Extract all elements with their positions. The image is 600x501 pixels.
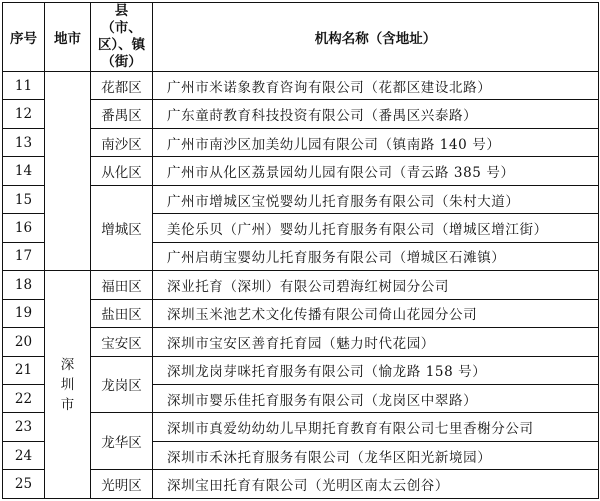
county-cell: 龙岗区 (91, 356, 153, 413)
table-row (3, 413, 599, 441)
row-no: 14 (3, 157, 45, 185)
county-cell: 福田区 (91, 271, 153, 299)
row-no: 23 (3, 413, 45, 441)
header-county: 县（市、 区）、镇 （街） (91, 3, 153, 72)
table-row (3, 72, 599, 100)
org-cell: 深圳宝田托育有限公司（光明区南太云创谷） (153, 470, 599, 499)
org-cell: 广州市米诺象教育咨询有限公司（花都区建设北路） (153, 72, 599, 100)
county-cell: 增城区 (91, 185, 153, 270)
table-row (3, 128, 599, 156)
row-no: 20 (3, 328, 45, 356)
row-no: 24 (3, 441, 45, 469)
city-cell-guangzhou (45, 72, 91, 271)
county-cell: 花都区 (91, 72, 153, 100)
row-no: 22 (3, 384, 45, 412)
institution-table (2, 2, 599, 499)
county-cell: 南沙区 (91, 128, 153, 156)
row-no: 21 (3, 356, 45, 384)
header-row (3, 3, 599, 72)
org-cell: 广东童莳教育科技投资有限公司（番禺区兴泰路） (153, 100, 599, 128)
city-cell-shenzhen: 深圳市 (45, 271, 91, 499)
row-no: 12 (3, 100, 45, 128)
table-row (3, 356, 599, 384)
county-cell: 盐田区 (91, 299, 153, 327)
row-no: 18 (3, 271, 45, 299)
county-cell: 龙华区 (91, 413, 153, 470)
org-cell: 深圳市禾沐托育服务有限公司（龙华区阳光新境园） (153, 441, 599, 469)
county-cell: 从化区 (91, 157, 153, 185)
table-row (3, 299, 599, 327)
header-city: 地市 (45, 3, 91, 72)
table-row (3, 185, 599, 213)
county-cell: 光明区 (91, 470, 153, 499)
org-cell: 深圳龙岗芽咪托育服务有限公司（愉龙路 158 号） (153, 356, 599, 384)
org-cell: 深圳市真爱幼幼幼儿早期托育教育有限公司七里香榭分公司 (153, 413, 599, 441)
org-cell: 广州市增城区宝悦婴幼儿托育服务有限公司（朱村大道） (153, 185, 599, 213)
table-row (3, 328, 599, 356)
table-row (3, 100, 599, 128)
row-no: 25 (3, 470, 45, 499)
org-cell: 美伦乐贝（广州）婴幼儿托育服务有限公司（增城区增江街） (153, 214, 599, 242)
org-cell: 深业托育（深圳）有限公司碧海红树园分公司 (153, 271, 599, 299)
row-no: 19 (3, 299, 45, 327)
table-row (3, 470, 599, 499)
row-no: 13 (3, 128, 45, 156)
row-no: 15 (3, 185, 45, 213)
row-no: 11 (3, 72, 45, 100)
table-row (3, 157, 599, 185)
header-no: 序号 (3, 3, 45, 72)
table-row (3, 271, 599, 299)
org-cell: 广州市南沙区加美幼儿园有限公司（镇南路 140 号） (153, 128, 599, 156)
org-cell: 深圳市宝安区善育托育园（魅力时代花园） (153, 328, 599, 356)
row-no: 17 (3, 242, 45, 270)
row-no: 16 (3, 214, 45, 242)
header-org: 机构名称（含地址） (153, 3, 599, 72)
county-cell: 番禺区 (91, 100, 153, 128)
county-cell: 宝安区 (91, 328, 153, 356)
org-cell: 广州市从化区荔景园幼儿园有限公司（青云路 385 号） (153, 157, 599, 185)
org-cell: 深圳市婴乐佳托育服务有限公司（龙岗区中翠路） (153, 384, 599, 412)
org-cell: 深圳玉米池艺术文化传播有限公司倚山花园分公司 (153, 299, 599, 327)
org-cell: 广州启萌宝婴幼儿托育服务有限公司（增城区石滩镇） (153, 242, 599, 270)
